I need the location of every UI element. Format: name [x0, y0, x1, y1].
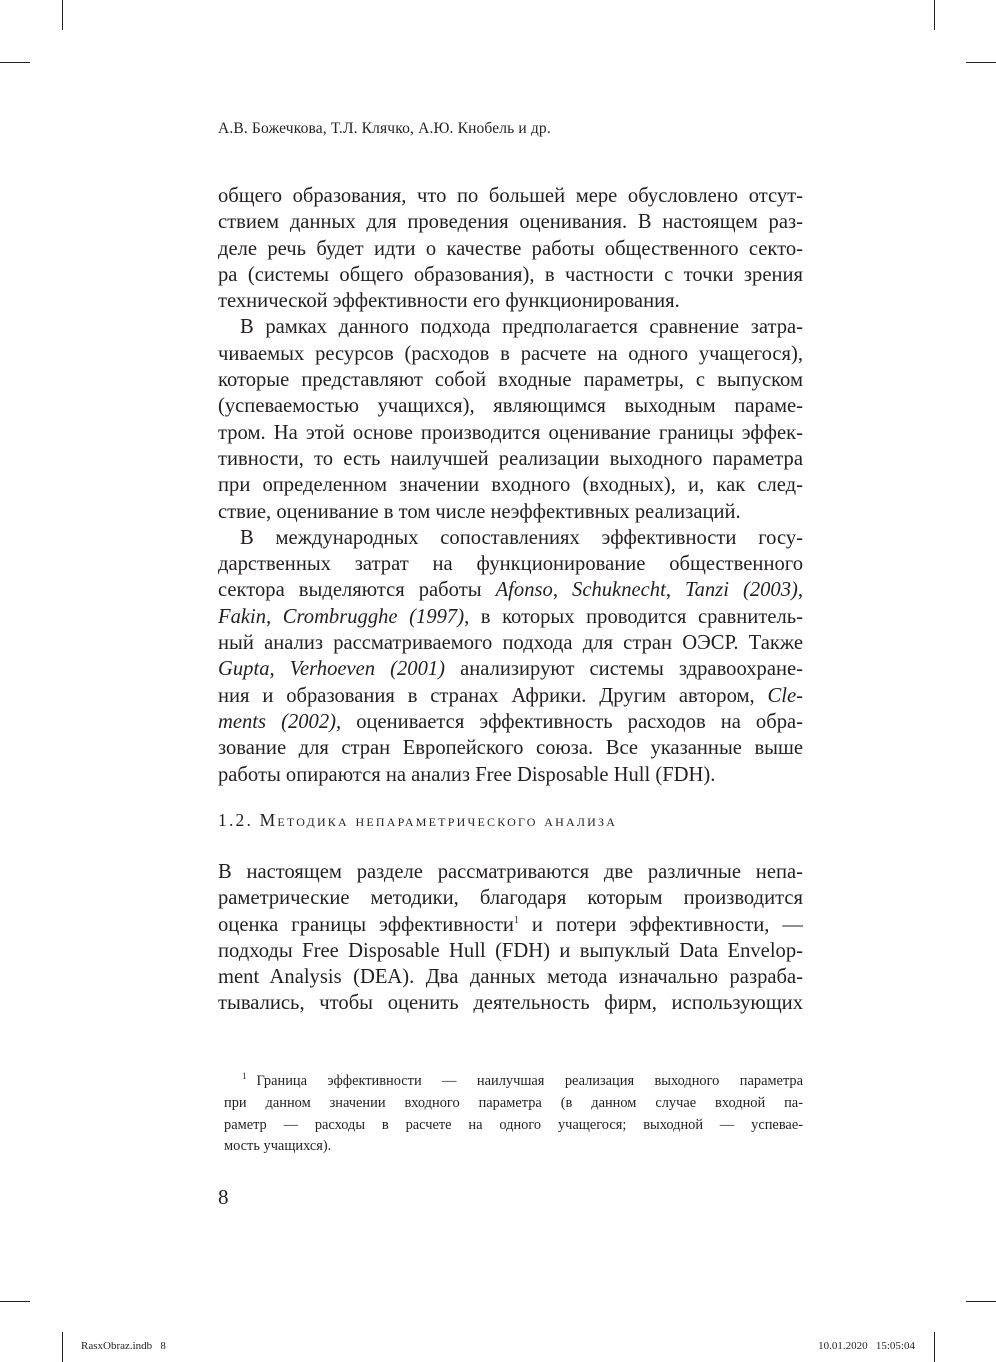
text-line	[218, 683, 803, 709]
text-line: ра (системы общего образования), в частности с точки зрения	[218, 263, 803, 286]
text-line: зование для стран Европейского союза. Все указанные выше	[218, 737, 803, 760]
text-line: раметрические методики, благодаря которым производится	[218, 887, 803, 910]
text-line: ment Analysis (DEA). Два данных метода изначально разраба-	[218, 966, 803, 989]
text-run: ния и образования в странах Африки. Другим автором,	[218, 684, 768, 707]
text-line: деле речь будет идти о качестве работы общественного секто-	[218, 237, 803, 260]
body-text	[218, 859, 803, 1017]
footnote-line: раметр — расходы в расчете на одного учащегося; выходной — успевае-	[224, 1116, 803, 1133]
text-line: подходы Free Disposable Hull (FDH) и выпуклый Data Envelop-	[218, 939, 803, 962]
text-run: ,	[552, 579, 573, 602]
running-head: А.В. Божечкова, Т.Л. Клячко, А.Ю. Кнобель и др.	[218, 120, 551, 137]
text-line: тывались, чтобы оценить деятельность фирм, использующих	[218, 992, 803, 1015]
text-run: ,	[266, 605, 283, 628]
footnote-line: при данном значении входного параметра (в данном случае входной па-	[224, 1094, 803, 1111]
crop-mark	[934, 1332, 935, 1362]
text-line: В настоящем разделе рассматриваются две различные непа-	[218, 861, 803, 883]
citation: Cle-	[767, 684, 803, 707]
text-line	[218, 604, 803, 630]
text-line: чиваемых ресурсов (расходов в расчете на одного учащегося),	[218, 342, 803, 365]
slug-datetime: 10.01.2020 15:05:04	[818, 1340, 915, 1352]
citation: ments (2002),	[218, 710, 342, 733]
text-line	[218, 912, 803, 938]
text-line: (успеваемостью учащихся), являющимся выходным параме-	[218, 395, 803, 418]
text-line	[218, 577, 803, 603]
text-run: ,	[269, 658, 290, 681]
crop-mark	[966, 62, 996, 63]
crop-mark	[0, 62, 30, 63]
footnote-reference[interactable]: 1	[513, 914, 519, 926]
text-line: технической эффективности его функционирования.	[218, 290, 680, 313]
body-text	[218, 183, 803, 788]
text-line: тивности, то есть наилучшей реализации выходного параметра	[218, 447, 803, 470]
text-line	[218, 656, 803, 682]
page-number: 8	[218, 1185, 229, 1209]
footnote-mark: 1	[242, 1071, 247, 1081]
paragraph-1	[218, 183, 803, 314]
text-line: работы опираются на анализ Free Disposable Hull (FDH).	[218, 763, 716, 786]
text-line: ствием данных для проведения оценивания. В настоящем раз-	[218, 211, 803, 234]
text-run: и потери эффективности, —	[518, 913, 803, 936]
citation: Tanzi (2003),	[685, 579, 804, 602]
citation: Crombrugghe (1997)	[282, 605, 465, 628]
text-line: ствие, оценивание в том числе неэффективных реализаций.	[218, 500, 741, 523]
crop-mark	[0, 1301, 30, 1302]
text-line: общего образования, что по большей мере обусловлено отсут-	[218, 185, 803, 207]
text-line: ный анализ рассматриваемого подхода для стран ОЭСР. Также	[218, 632, 803, 655]
text-line: при определенном значении входного (входных), и, как след-	[218, 474, 803, 497]
text-run: оценивается эффективность расходов на обра-	[341, 710, 804, 733]
paragraph-3	[218, 525, 803, 788]
citation: Fakin	[218, 605, 267, 628]
crop-mark	[62, 1332, 63, 1362]
paragraph-4	[218, 859, 803, 1017]
text-run: анализируют системы здравоохране-	[445, 658, 803, 681]
crop-mark	[934, 0, 935, 30]
footnote	[224, 1066, 803, 1158]
footnote-line: мость учащихся).	[224, 1138, 332, 1155]
footnote-line	[224, 1066, 803, 1093]
text-line: дарственных затрат на функционирование общественного	[218, 553, 803, 576]
text-line: В рамках данного подхода предполагается сравнение затра-	[240, 316, 803, 339]
crop-mark	[966, 1301, 996, 1302]
text-run: Граница эффективности — наилучшая реализация выходного параметра	[256, 1073, 803, 1089]
citation: Afonso	[495, 579, 553, 602]
text-run: оценка границы эффективности	[218, 913, 514, 936]
text-run: сектора выделяются работы	[218, 579, 496, 602]
citation: Verhoeven (2001)	[289, 658, 446, 681]
text-line	[218, 709, 803, 735]
citation: Schuknecht	[572, 579, 666, 602]
citation: Gupta	[218, 658, 270, 681]
text-run: , в которых проводится сравнитель-	[464, 605, 803, 628]
text-line: которые представляют собой входные параметры, с выпуском	[218, 369, 803, 392]
slug-file: RasxObraz.indb 8	[81, 1340, 166, 1352]
text-line: В международных сопоставлениях эффективности госу-	[240, 526, 803, 549]
text-line: тром. На этой основе производится оценивание границы эффек-	[218, 421, 803, 444]
crop-mark	[62, 0, 63, 30]
text-run: ,	[665, 579, 686, 602]
paragraph-2	[218, 314, 803, 524]
section-heading: 1.2. Методика непараметрического анализа	[218, 810, 618, 830]
